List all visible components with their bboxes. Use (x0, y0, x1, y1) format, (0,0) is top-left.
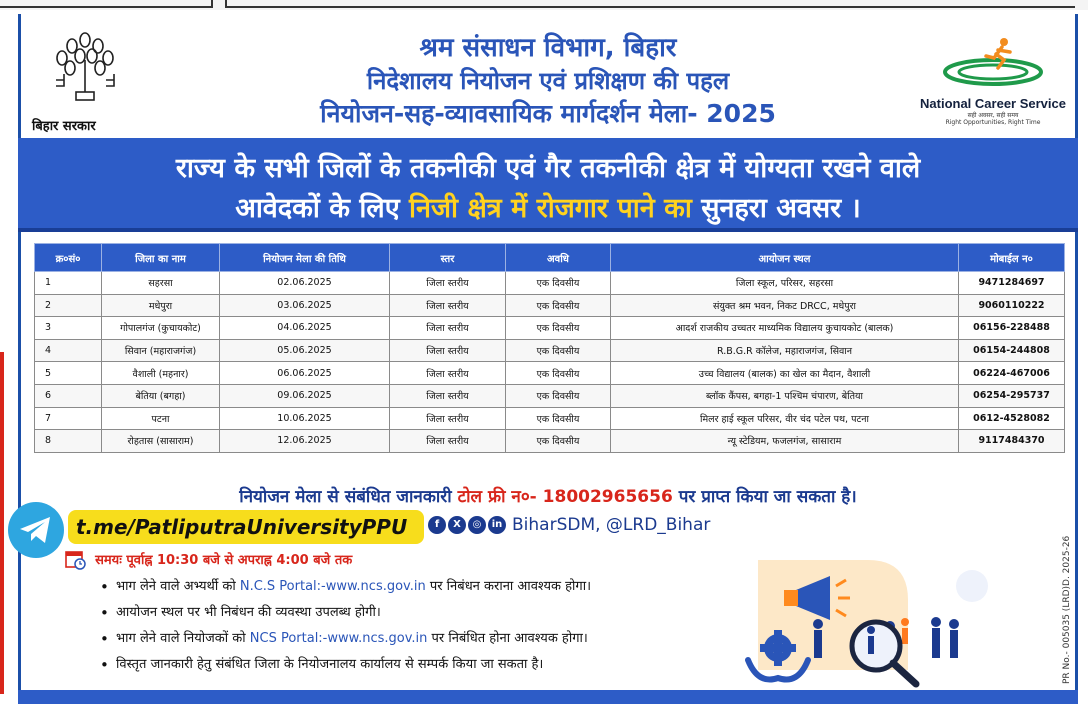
cell-serial: 3 (35, 317, 102, 340)
department-title: श्रम संसाधन विभाग, बिहार (419, 33, 677, 63)
banner-line-2-start: आवेदकों के लिए (235, 193, 410, 224)
top-strip (0, 0, 1088, 10)
recruitment-illustration (718, 550, 1036, 690)
telegram-link[interactable]: t.me/PatliputraUniversityPPU (68, 510, 424, 544)
headline-banner (18, 138, 1078, 232)
cell-duration: एक दिवसीय (506, 407, 611, 430)
bullet-3-start: भाग लेने वाले नियोजकों को (116, 631, 250, 646)
cell-level: जिला स्तरीय (390, 339, 506, 362)
cell-duration: एक दिवसीय (506, 362, 611, 385)
cell-date: 05.06.2025 (220, 339, 390, 362)
cell-district: मधेपुरा (102, 294, 220, 317)
left-red-line (0, 352, 4, 694)
cell-duration: एक दिवसीय (506, 272, 611, 295)
bihar-govt-logo (32, 30, 142, 140)
cell-date: 03.06.2025 (220, 294, 390, 317)
cell-mobile: 06156-228488 (959, 317, 1065, 340)
job-fair-schedule-table (34, 243, 1065, 453)
cell-date: 09.06.2025 (220, 384, 390, 407)
timing-text: समयः पूर्वाह्न 10:30 बजे से अपराह्न 4:00 बजे तक (95, 553, 353, 568)
cell-level: जिला स्तरीय (390, 272, 506, 295)
ncs-tagline: सही अवसर, सही समय (967, 112, 1019, 119)
cell-date: 10.06.2025 (220, 407, 390, 430)
cell-serial: 2 (35, 294, 102, 317)
table-row (35, 317, 1065, 340)
social-handle-text: BiharSDM, @LRD_Bihar (512, 514, 711, 535)
cell-district: वैशाली (महनार) (102, 362, 220, 385)
bullet-4-text: विस्तृत जानकारी हेतु संबंधित जिला के नियोजनालय कार्यालय से सम्पर्क किया जा सकता है। (116, 657, 544, 672)
ncs-runner-icon (938, 34, 1048, 92)
cell-level: जिला स्तरीय (390, 362, 506, 385)
table-row (35, 362, 1065, 385)
cell-serial: 7 (35, 407, 102, 430)
table-row (35, 294, 1065, 317)
col-mobile: मोबाईल न० (959, 244, 1065, 272)
ncs-title: National Career Service (920, 96, 1066, 111)
ncs-portal-link[interactable]: N.C.S Portal:-www.ncs.gov.in (239, 579, 426, 594)
cell-level: जिला स्तरीय (390, 430, 506, 453)
col-venue: आयोजन स्थल (611, 244, 959, 272)
advertisement-poster (18, 14, 1078, 704)
banner-highlight: निजी क्षेत्र में रोजगार पाने का (409, 193, 692, 224)
cell-mobile: 9117484370 (959, 430, 1065, 453)
cell-district: रोहतास (सासाराम) (102, 430, 220, 453)
table-header-row (35, 244, 1065, 272)
cell-serial: 5 (35, 362, 102, 385)
top-box-left (0, 0, 213, 8)
toll-text-end: पर प्राप्त किया जा सकता है। (672, 487, 857, 507)
directorate-title: निदेशालय नियोजन एवं प्रशिक्षण की पहल (366, 67, 730, 95)
toll-free-number: टोल फ्री न०- 18002965656 (457, 487, 673, 507)
table-row (35, 272, 1065, 295)
instagram-icon[interactable]: ◎ (468, 516, 486, 534)
cell-venue: आदर्श राजकीय उच्चतर माध्यमिक विद्यालय कुचायकोट (बालक) (611, 317, 959, 340)
table-row (35, 339, 1065, 362)
table-row (35, 430, 1065, 453)
cell-mobile: 9471284697 (959, 272, 1065, 295)
pr-number (1062, 534, 1076, 684)
cell-mobile: 06154-244808 (959, 339, 1065, 362)
col-district: जिला का नाम (102, 244, 220, 272)
list-item (100, 601, 720, 627)
col-level: स्तर (390, 244, 506, 272)
social-handles (428, 514, 710, 540)
bullet-1-start: भाग लेने वाले अभ्यर्थी को (116, 579, 240, 594)
cell-district: पटना (102, 407, 220, 430)
calendar-icon (64, 548, 86, 570)
ncs-portal-link-employers[interactable]: NCS Portal:-www.ncs.gov.in (249, 631, 428, 646)
linkedin-icon[interactable]: in (488, 516, 506, 534)
bullet-3-end: पर निबंधित होना आवश्यक होगा। (427, 631, 588, 646)
bihar-sarkar-caption: बिहार सरकार (32, 119, 96, 134)
cell-mobile: 9060110222 (959, 294, 1065, 317)
toll-free-info (18, 484, 1078, 507)
bodhi-tree-emblem-icon (50, 30, 120, 110)
col-serial: क्र०सं० (35, 244, 102, 272)
ncs-logo (914, 34, 1072, 134)
list-item (100, 653, 720, 679)
telegram-icon (8, 502, 64, 558)
col-duration: अवधि (506, 244, 611, 272)
toll-text-start: नियोजन मेला से संबंधित जानकारी (239, 487, 458, 507)
cell-level: जिला स्तरीय (390, 317, 506, 340)
list-item (100, 627, 720, 653)
cell-level: जिला स्तरीय (390, 407, 506, 430)
top-box-right (225, 0, 1075, 8)
cell-serial: 1 (35, 272, 102, 295)
bottom-bar (18, 690, 1078, 704)
cell-duration: एक दिवसीय (506, 294, 611, 317)
cell-venue: R.B.G.R कॉलेज, महाराजगंज, सिवान (611, 339, 959, 362)
cell-date: 02.06.2025 (220, 272, 390, 295)
cell-duration: एक दिवसीय (506, 339, 611, 362)
cell-district: सहरसा (102, 272, 220, 295)
ncs-tagline-en: Right Opportunities, Right Time (945, 119, 1041, 126)
cell-district: सिवान (महाराजगंज) (102, 339, 220, 362)
cell-venue: न्यू स्टेडियम, फजलगंज, सासाराम (611, 430, 959, 453)
table-row (35, 407, 1065, 430)
cell-mobile: 06224-467006 (959, 362, 1065, 385)
bullet-2-text: आयोजन स्थल पर भी निबंधन की व्यवस्था उपलब्ध होगी। (116, 605, 381, 620)
pr-number-text: PR No.- 005035 (LRD)D. 2025-26 (1062, 535, 1072, 684)
banner-line-2 (18, 188, 1078, 225)
cell-level: जिला स्तरीय (390, 294, 506, 317)
cell-level: जिला स्तरीय (390, 384, 506, 407)
fair-title: नियोजन-सह-व्यावसायिक मार्गदर्शन मेला- 2025 (320, 99, 776, 128)
cell-venue: उच्च विद्यालय (बालक) का खेल का मैदान, वैशाली (611, 362, 959, 385)
banner-line-1: राज्य के सभी जिलों के तकनीकी एवं गैर तकनीकी क्षेत्र में योग्यता रखने वाले (175, 153, 921, 184)
cell-duration: एक दिवसीय (506, 430, 611, 453)
cell-venue: ब्लॉक कैंपस, बगहा-1 पश्चिम चंपारण, बेतिया (611, 384, 959, 407)
cell-serial: 6 (35, 384, 102, 407)
cell-duration: एक दिवसीय (506, 384, 611, 407)
list-item (100, 575, 720, 601)
col-date: नियोजन मेला की तिथि (220, 244, 390, 272)
cell-venue: जिला स्कूल, परिसर, सहरसा (611, 272, 959, 295)
cell-date: 04.06.2025 (220, 317, 390, 340)
cell-mobile: 0612-4528082 (959, 407, 1065, 430)
bullet-1-end: पर निबंधन कराना आवश्यक होगा। (425, 579, 591, 594)
fair-timing (64, 548, 352, 574)
cell-serial: 4 (35, 339, 102, 362)
instructions-list (100, 575, 720, 679)
facebook-icon[interactable]: f (428, 516, 446, 534)
cell-date: 12.06.2025 (220, 430, 390, 453)
table-row (35, 384, 1065, 407)
cell-serial: 8 (35, 430, 102, 453)
cell-mobile: 06254-295737 (959, 384, 1065, 407)
x-icon[interactable]: X (448, 516, 466, 534)
cell-date: 06.06.2025 (220, 362, 390, 385)
banner-line-2-end: सुनहरा अवसर । (691, 193, 861, 224)
cell-duration: एक दिवसीय (506, 317, 611, 340)
cell-district: बेतिया (बगहा) (102, 384, 220, 407)
cell-venue: मिलर हाई स्कूल परिसर, वीर चंद पटेल पथ, पटना (611, 407, 959, 430)
cell-venue: संयुक्त श्रम भवन, निकट DRCC, मधेपुरा (611, 294, 959, 317)
cell-district: गोपालगंज (कुचायकोट) (102, 317, 220, 340)
